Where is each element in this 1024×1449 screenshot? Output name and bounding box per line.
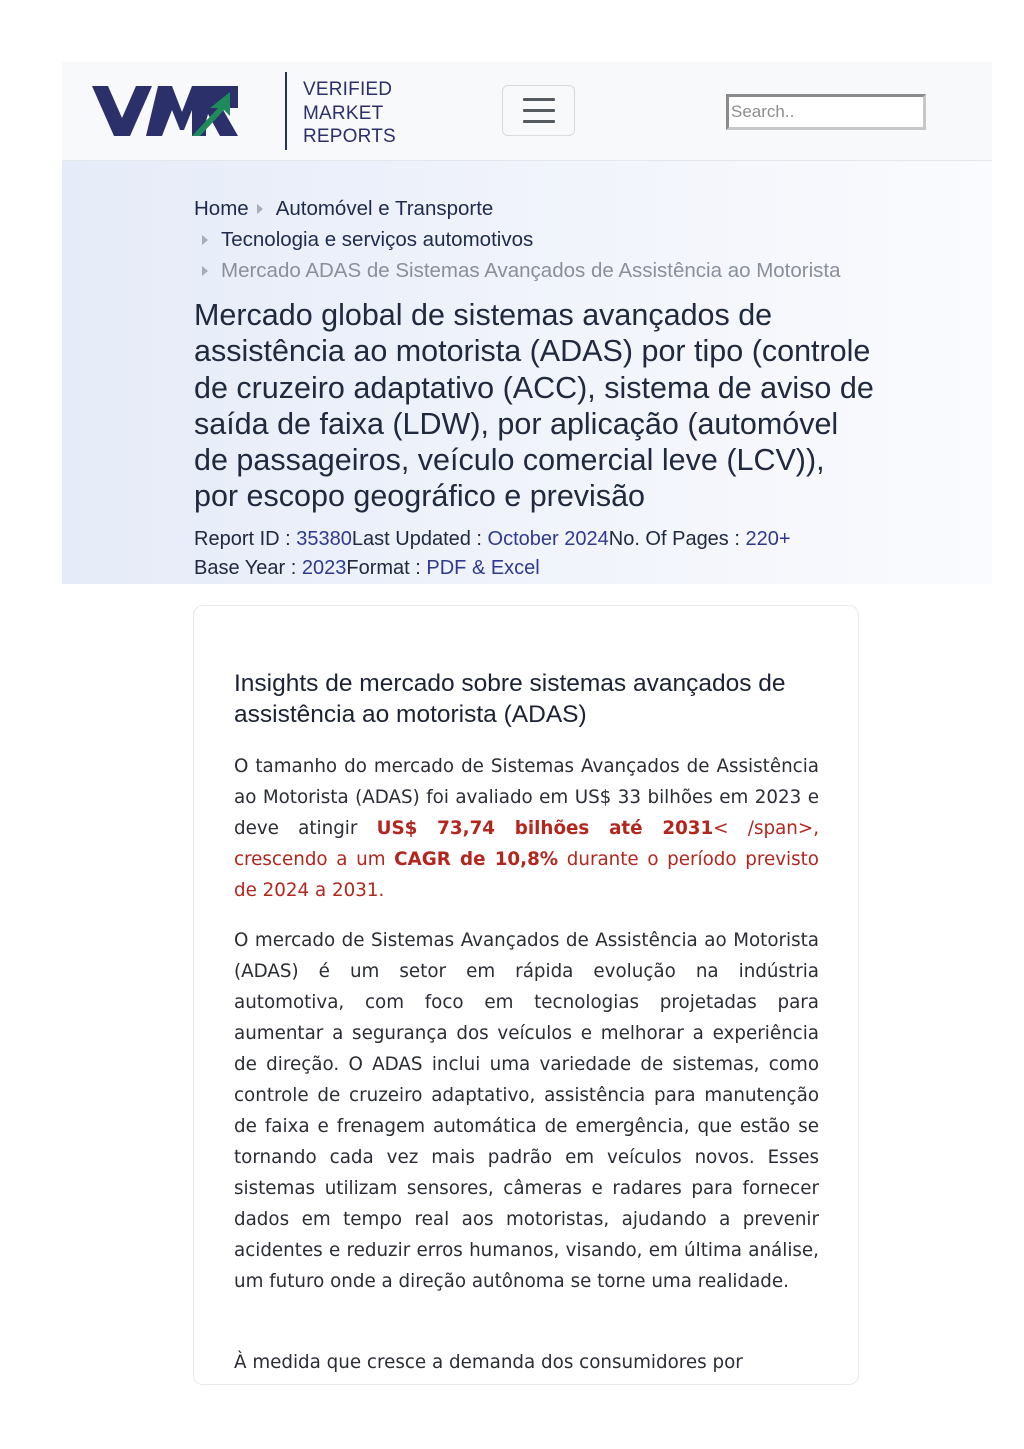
breadcrumb-separator-icon [202,235,208,245]
page-title: Mercado global de sistemas avançados de assistência ao motorista (ADAS) por tipo (controle de cruzeiro adaptativo (ACC), sistema de aviso de saída de faixa (LDW), por aplicação (automóvel de passageiros, veículo comercial leve (LCV)), por escopo geográfico e previsão [194,298,874,514]
report-hero [62,161,992,584]
search-input[interactable] [726,94,926,130]
logo-line-2: MARKET [303,102,384,124]
summary-paragraph-1 [234,751,819,906]
report-meta [194,525,791,583]
site-logo[interactable] [92,72,396,152]
summary-paragraph-2: O mercado de Sistemas Avançados de Assistência ao Motorista (ADAS) é um setor em rápida evolução na indústria automotiva, com foco em tecnologias projetadas para aumentar a segurança dos veículos e melhorar a experiência de direção. O ADAS inclui uma variedade de sistemas, como controle de cruzeiro adaptativo, assistência para manutenção de faixa e frenagem automática de emergência, que estão se tornando cada vez mais padrão em veículos novos. Esses sistemas utilizam sensores, câmeras e radares para fornecer dados em tempo real aos motoristas, ajudando a prevenir acidentes e reduzir erros humanos, visando, em última análise, um futuro onde a direção autônoma se torne uma realidade. [234,930,819,1292]
format-label: Format : [346,557,427,579]
breadcrumb-current: Mercado ADAS de Sistemas Avançados de Assistência ao Motorista [221,259,841,282]
base-year-value: 2023 [301,557,347,579]
base-year-label: Base Year : [194,557,302,579]
report-id-label: Report ID : [194,528,297,550]
logo-line-1: VERIFIED [303,79,393,100]
logo-line-3: REPORTS [303,126,396,147]
vmr-logo-icon [92,86,238,136]
report-summary-card [193,605,859,1385]
summary-paragraph-3: À medida que cresce a demanda dos consumidores por [234,1352,743,1373]
breadcrumb-separator-icon [202,266,208,276]
menu-toggle-button[interactable] [502,85,575,136]
market-value-highlight: US$ 73,74 bilhões até 2031 [376,818,714,839]
breadcrumb-subcategory-link[interactable]: Tecnologia e serviços automotivos [221,228,534,251]
forecast-period-text: durante o período previsto de 2024 a 2031. [234,849,819,901]
report-id-value: 35380 [296,528,352,550]
breadcrumb-home-link[interactable]: Home [194,197,249,220]
last-updated-value: October 2024 [487,528,609,550]
summary-intro-text: O tamanho do mercado de Sistemas Avançados de Assistência ao Motorista (ADAS) foi avaliado em US$ 33 bilhões em 2023 e deve atingir [234,756,819,839]
hamburger-menu-icon [523,98,555,101]
logo-divider [285,72,287,150]
site-header [62,62,992,161]
stray-markup-text: < /span>, crescendo a um [234,818,820,870]
last-updated-label: Last Updated : [351,528,488,550]
cagr-highlight: CAGR de 10,8% [394,849,559,870]
section-heading: Insights de mercado sobre sistemas avançados de assistência ao motorista (ADAS) [234,670,786,728]
hamburger-menu-icon [523,120,555,123]
format-value: PDF & Excel [426,557,540,579]
pages-label: No. Of Pages : [608,528,746,550]
breadcrumb-category-link[interactable]: Automóvel e Transporte [275,197,494,220]
pages-value: 220+ [745,528,791,550]
logo-text [303,78,396,149]
hamburger-menu-icon [523,109,555,112]
breadcrumb-separator-icon [257,204,263,214]
